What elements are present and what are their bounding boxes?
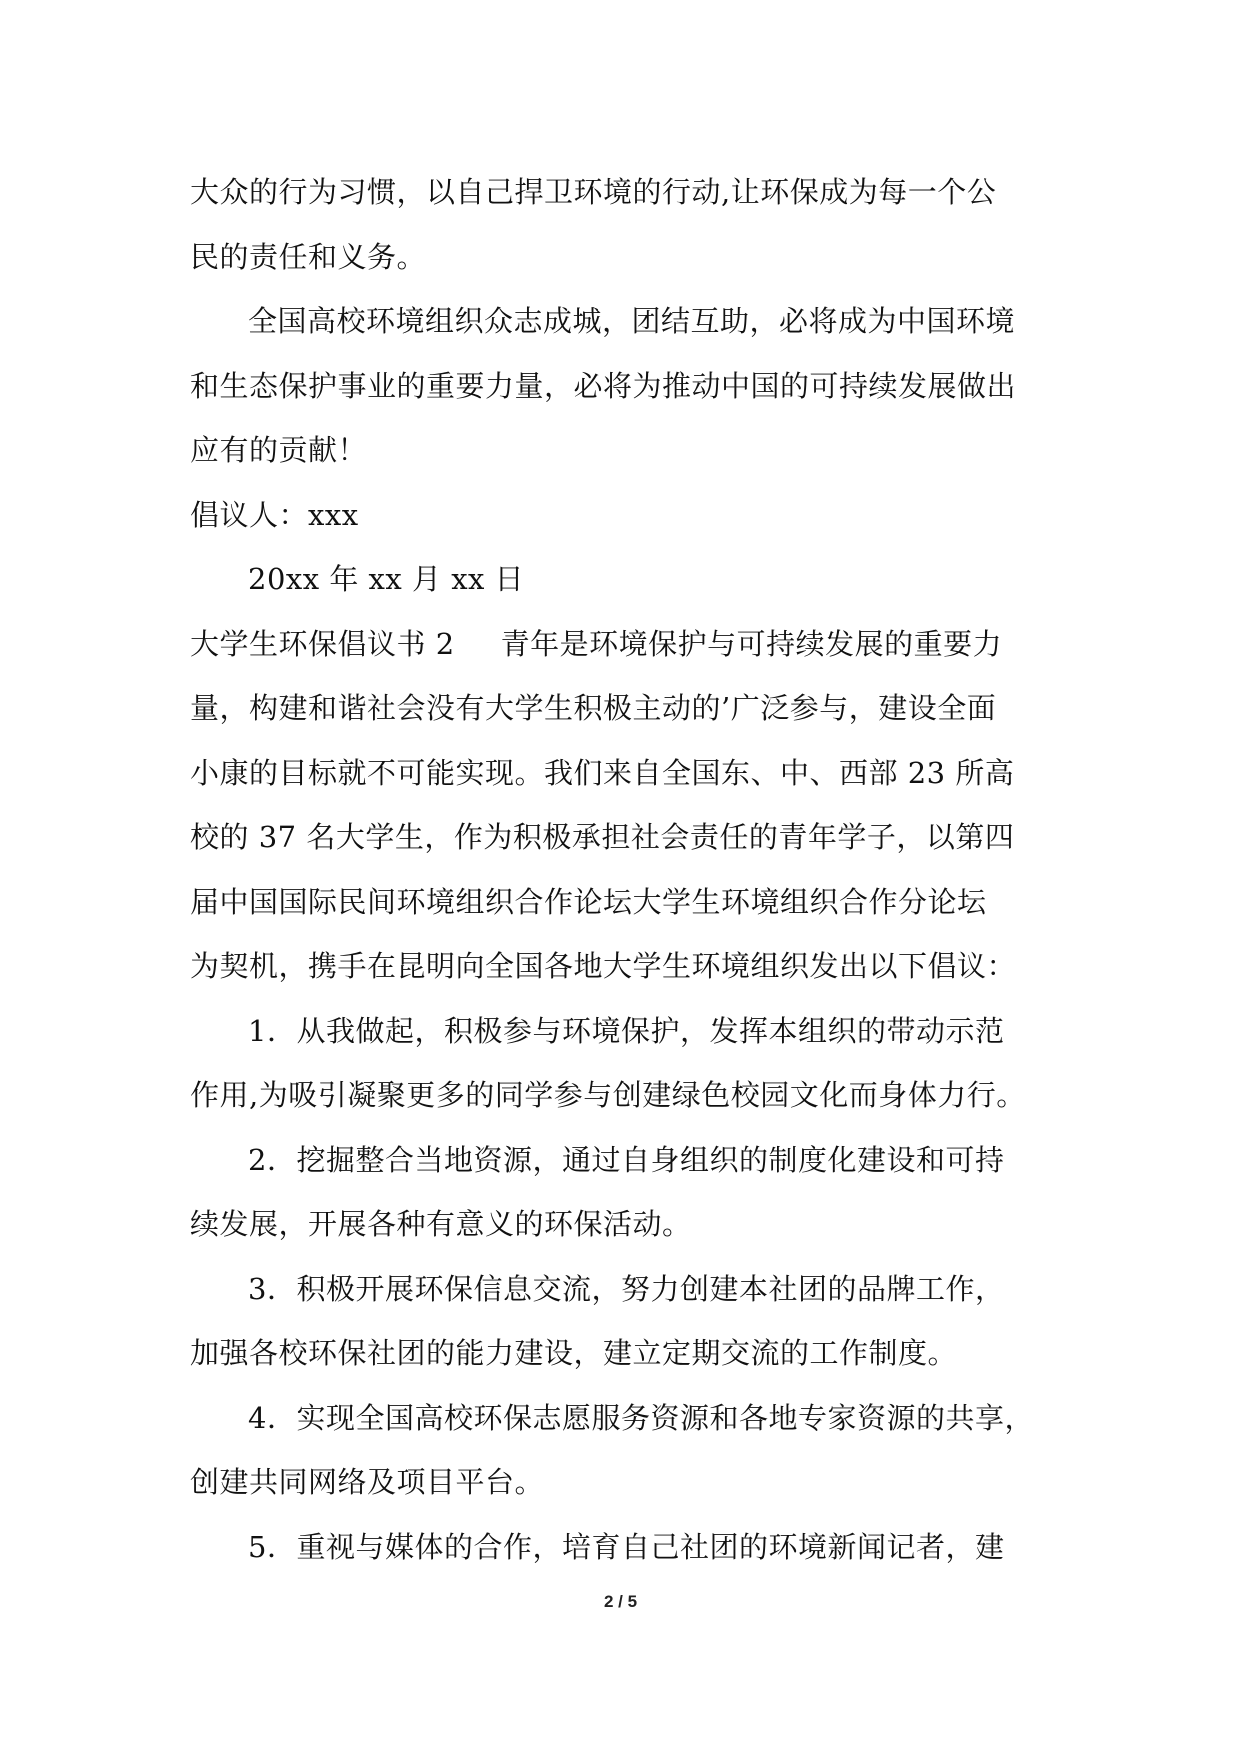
- document-body: [190, 160, 1060, 1579]
- text-line: 民的责任和义务。: [190, 239, 427, 274]
- text-line: 全国高校环境组织众志成城，团结互助，必将成为中国环境: [248, 304, 1016, 338]
- section-heading: 大学生环保倡议书 2: [190, 626, 455, 661]
- text-line: 为契机，携手在昆明向全国各地大学生环境组织发出以下倡议：: [190, 949, 1017, 983]
- text-line: 大众的行为习惯，以自己捍卫环境的行动,让环保成为每一个公: [190, 175, 997, 209]
- list-item-4: 4．实现全国高校环保志愿服务资源和各地专家资源的共享，: [248, 1400, 1034, 1435]
- text-line: 和生态保护事业的重要力量，必将为推动中国的可持续发展做出: [190, 368, 1017, 403]
- proposer-line: 倡议人：xxx: [190, 497, 359, 532]
- text-line: 续发展，开展各种有意义的环保活动。: [190, 1207, 692, 1241]
- list-item-2: 2．挖掘整合当地资源，通过自身组织的制度化建设和可持: [248, 1142, 1005, 1177]
- text-line: 小康的目标就不可能实现。我们来自全国东、中、西部 23 所高: [190, 755, 1015, 790]
- section-first-sentence: 青年是环境保护与可持续发展的重要力: [500, 626, 1003, 661]
- list-item-3: 3．积极开展环保信息交流，努力创建本社团的品牌工作，: [248, 1271, 1005, 1306]
- page-number: 2 / 5: [603, 1592, 638, 1611]
- text-line: 作用,为吸引凝聚更多的同学参与创建绿色校园文化而身体力行。: [190, 1078, 1026, 1112]
- section-heading-line: [190, 612, 1060, 677]
- text-line: 创建共同网络及项目平台。: [190, 1465, 545, 1499]
- date-line: 20xx 年 xx 月 xx 日: [248, 562, 525, 596]
- text-line: 加强各校环保社团的能力建设，建立定期交流的工作制度。: [190, 1336, 958, 1370]
- text-line: 届中国国际民间环境组织合作论坛大学生环境组织合作分论坛: [190, 884, 987, 919]
- list-item-1: 1．从我做起，积极参与环境保护，发挥本组织的带动示范: [248, 1013, 1005, 1048]
- text-line: 量，构建和谐社会没有大学生积极主动的’广泛参与，建设全面: [190, 691, 997, 725]
- text-line: 应有的贡献！: [190, 433, 368, 467]
- text-line: 校的 37 名大学生，作为积极承担社会责任的青年学子，以第四: [190, 820, 1015, 854]
- list-item-5: 5．重视与媒体的合作，培育自己社团的环境新闻记者，建: [248, 1529, 1005, 1564]
